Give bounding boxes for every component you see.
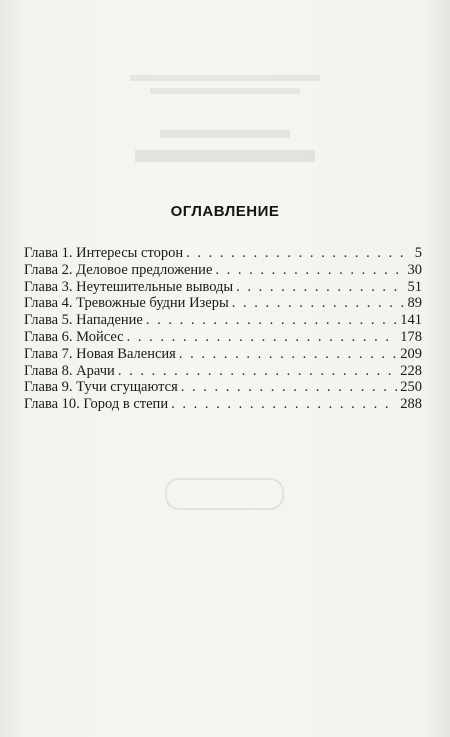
toc-title: ОГЛАВЛЕНИЕ bbox=[170, 203, 280, 220]
toc-entry[interactable] bbox=[24, 379, 422, 396]
toc-entry-label: Глава 1. Интересы сторон bbox=[24, 245, 184, 261]
toc-entry-label: Глава 4. Тревожные будни Изеры bbox=[24, 295, 229, 312]
show-through-line bbox=[150, 88, 300, 94]
toc-leader-dots bbox=[215, 262, 404, 279]
toc-entry-page: 228 bbox=[400, 362, 422, 379]
toc-leader-dots bbox=[232, 295, 405, 312]
toc-entry-label: Глава 3. Неутешительные выводы bbox=[24, 278, 234, 295]
toc-leader-dots bbox=[118, 363, 397, 380]
toc-entry-page: 89 bbox=[407, 295, 422, 312]
toc-leader-dots bbox=[181, 379, 398, 396]
show-through-logo bbox=[165, 478, 284, 510]
toc-leader-dots bbox=[186, 245, 412, 262]
toc-entry-page: 5 bbox=[414, 245, 422, 261]
toc-entry[interactable] bbox=[24, 245, 422, 262]
toc-entry[interactable] bbox=[24, 295, 422, 312]
toc-entry-label: Глава 10. Город в степи bbox=[24, 396, 169, 413]
show-through-line bbox=[130, 75, 320, 81]
toc-entry-page: 51 bbox=[407, 278, 422, 295]
show-through-line bbox=[135, 150, 315, 162]
toc-entry-page: 141 bbox=[400, 312, 422, 329]
toc-entry-page: 30 bbox=[407, 261, 422, 278]
toc-entry[interactable] bbox=[24, 346, 422, 363]
toc-entry-page: 250 bbox=[400, 379, 422, 396]
toc-entry-label: Глава 8. Арачи bbox=[24, 362, 115, 379]
toc-entry[interactable] bbox=[24, 363, 422, 380]
toc-entry-label: Глава 5. Нападение bbox=[24, 312, 143, 329]
toc-entry-page: 178 bbox=[400, 328, 422, 345]
toc-entry[interactable] bbox=[24, 312, 422, 329]
toc-leader-dots bbox=[146, 312, 397, 329]
toc-entry[interactable] bbox=[24, 279, 422, 296]
toc-entry[interactable] bbox=[24, 329, 422, 346]
toc-leader-dots bbox=[179, 346, 397, 363]
table-of-contents bbox=[24, 245, 422, 413]
toc-entry-label: Глава 9. Тучи сгущаются bbox=[24, 379, 178, 396]
toc-leader-dots bbox=[171, 396, 397, 413]
toc-entry[interactable] bbox=[24, 396, 422, 413]
toc-entry-label: Глава 7. Новая Валенсия bbox=[24, 345, 176, 362]
toc-entry-label: Глава 2. Деловое предложение bbox=[24, 261, 213, 278]
show-through-line bbox=[160, 130, 290, 138]
toc-leader-dots bbox=[236, 279, 404, 296]
toc-entry-page: 288 bbox=[400, 396, 422, 413]
toc-leader-dots bbox=[127, 329, 398, 346]
toc-entry-page: 209 bbox=[400, 345, 422, 362]
toc-entry-label: Глава 6. Мойсес bbox=[24, 328, 124, 345]
toc-entry[interactable] bbox=[24, 262, 422, 279]
